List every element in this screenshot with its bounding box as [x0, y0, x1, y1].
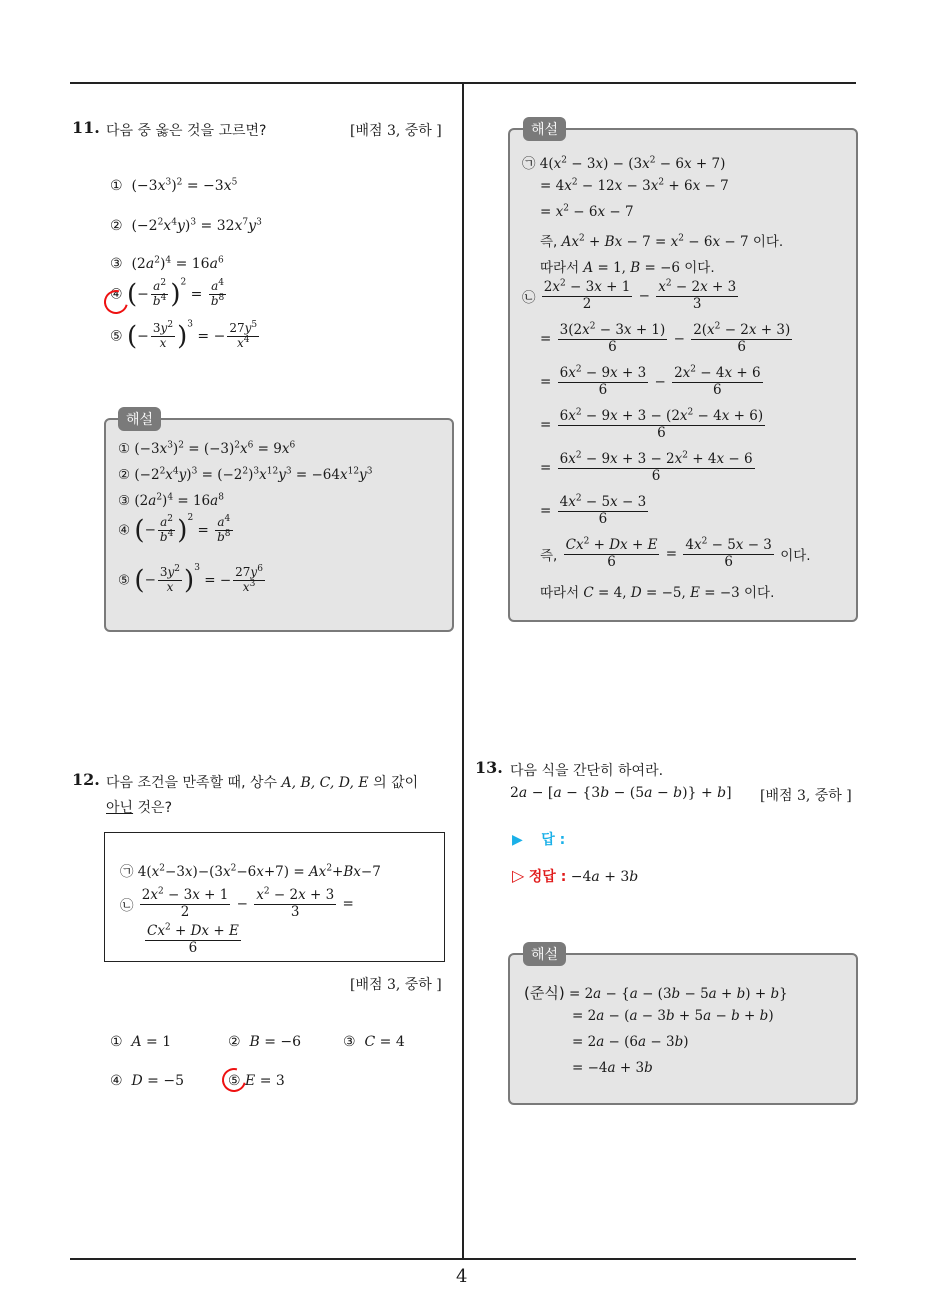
q13-expression: 2a − [a − {3b − (5a − b)} + b] [510, 785, 732, 801]
q13-text: 다음 식을 간단히 하여라. [510, 763, 664, 779]
page-number: 4 [456, 1266, 468, 1287]
option-mark: ② [110, 218, 123, 234]
sol-b-line-1: ㉡ $\frac{2x^2 - 3x + 1}{2}$ − $\frac{x^2 - 2x + 3}{3}$ [522, 278, 737, 312]
q11-option-1[interactable]: ① $(-3x^3)^2 = -3x^5$ [110, 177, 238, 194]
q12-condition-2: ㉡ $\frac{2x^2 - 3x + 1}{2}$ − $\frac{x^2 - 2x + 3}{3}$ = [120, 886, 354, 920]
q12-option-1[interactable]: ① A = 1 [110, 1034, 172, 1050]
q12-option-2[interactable]: ② B = −6 [228, 1034, 302, 1050]
q11-number: 11. [72, 118, 100, 137]
play-icon: ▶ [512, 832, 523, 848]
q13-answer-field[interactable] [512, 829, 565, 849]
sol-a-line-2: = $4x^2 - 12x - 3x^2 + 6x - 7$ [540, 177, 729, 194]
q11-text: 다음 중 옳은 것을 고르면? [106, 123, 267, 139]
sol-b-line-3: = $\frac{6x^2 - 9x + 3}{6}$ − $\frac{2x^2 - 4x + 6}{6}$ [540, 364, 761, 398]
q13-solution-tag: 해설 [523, 942, 566, 966]
q13-correct-answer: ▷ 정답 : −4a + 3b [512, 866, 639, 885]
column-divider [462, 83, 464, 1260]
q12-option-3[interactable]: ③ C = 4 [343, 1034, 405, 1050]
sol-b-line-2: = $\frac{3(2x^2 - 3x + 1)}{6}$ − $\frac{2(x^2 - 2x + 3)}{6}$ [540, 321, 791, 355]
q12-solution-tag: 해설 [523, 117, 566, 141]
sol-b-line-5: = $\frac{6x^2 - 9x + 3 - 2x^2 + 4x - 6}{6}$ [540, 450, 753, 484]
option-mark: ③ [110, 256, 123, 272]
sol-b-line-6: = $\frac{4x^2 - 5x - 3}{6}$ [540, 493, 647, 527]
q11-sol-line-1: ① $(-3x^3)^2 = (-3)^2x^6 = 9x^6$ [118, 440, 296, 457]
play-outline-icon: ▷ [512, 866, 525, 885]
option-mark: ① [110, 178, 123, 194]
sol-b-line-8: 따라서 C = 4, D = −5, E = −3 이다. [540, 585, 775, 601]
q13-sol-line-2: = 2a − (a − 3b + 5a − b + b) [572, 1008, 774, 1024]
q11-option-5[interactable]: ⑤ (− $\frac{3y^2}{x}$ )$^3$ = − $\frac{27y^5}{x^4}$ [110, 319, 258, 352]
q12-text-line2: 아닌 것은? [106, 800, 172, 816]
q11-option-2[interactable]: ② $(-2^2x^4y)^3 = 32x^7y^3$ [110, 217, 262, 234]
q13-sol-line-1: (준식) = 2a − {a − (3b − 5a + b) + b} [524, 984, 788, 1002]
q12-points: [배점 3, 중하 ] [350, 977, 442, 993]
q11-solution-tag: 해설 [118, 407, 161, 431]
sol-b-line-4: = $\frac{6x^2 - 9x + 3 - (2x^2 - 4x + 6)}{6}$ [540, 407, 764, 441]
q11-option-4[interactable]: ④ (− $\frac{a^2}{b^4}$ )$^2$ = $\frac{a^4}{b^8}$ [110, 277, 225, 310]
sol-b-line-7: 즉, $\frac{Cx^2 + Dx + E}{6}$ = $\frac{4x^2 - 5x - 3}{6}$ 이다. [540, 536, 811, 570]
q11-sol-line-5: ⑤ (− $\frac{3y^2}{x}$ )$^3$ = − $\frac{27y^6}{x^3}$ [118, 562, 263, 596]
sol-a-line-1: ㉠ $4(x^2 - 3x) - (3x^2 - 6x + 7)$ [522, 155, 726, 172]
sol-a-line-4: 즉, $Ax^2 + Bx - 7 = x^2 - 6x - 7$ 이다. [540, 233, 784, 250]
q12-condition-2-rhs: $\frac{Cx^2 + Dx + E}{6}$ [147, 922, 239, 956]
q13-number: 13. [475, 758, 503, 777]
correct-label: 정답 : [528, 869, 567, 885]
q11-sol-line-3: ③ $(2a^2)^4 = 16a^8$ [118, 492, 224, 509]
sol-a-line-5: 따라서 A = 1, B = −6 이다. [540, 260, 715, 276]
q12-answer-circle [218, 1064, 251, 1097]
bottom-rule [70, 1258, 856, 1260]
q13-sol-line-4: = −4a + 3b [572, 1060, 653, 1076]
q11-sol-line-2: ② $(-2^2x^4y)^3 = (-2^2)^3x^{12}y^3 = -64x^{12}y^3$ [118, 466, 373, 483]
q11-sol-line-4: ④ (− $\frac{a^2}{b^4}$ )$^2$ = $\frac{a^4}{b^8}$ [118, 512, 231, 546]
q11-option-3[interactable]: ③ $(2a^2)^4 = 16a^6$ [110, 255, 224, 272]
sol-a-line-3: = $x^2 - 6x - 7$ [540, 203, 634, 220]
q12-option-5[interactable]: ⑤ E = 3 [228, 1073, 285, 1089]
q13-sol-line-3: = 2a − (6a − 3b) [572, 1034, 689, 1050]
q13-points: [배점 3, 중하 ] [760, 788, 852, 804]
q12-condition-1: ㉠ $4(x^2-3x)-(3x^2-6x+7) = Ax^2+Bx-7$ [120, 863, 381, 880]
q13-solution-box [508, 953, 858, 1105]
q12-text-line1: 다음 조건을 만족할 때, 상수 A, B, C, D, E 의 값이 [106, 775, 419, 791]
q11-points: [배점 3, 중하 ] [350, 123, 442, 139]
q12-option-4[interactable]: ④ D = −5 [110, 1073, 184, 1089]
q12-number: 12. [72, 770, 100, 789]
option-mark: ④ [110, 286, 123, 303]
answer-label: 답 : [541, 832, 566, 848]
option-mark: ⑤ [110, 328, 123, 345]
